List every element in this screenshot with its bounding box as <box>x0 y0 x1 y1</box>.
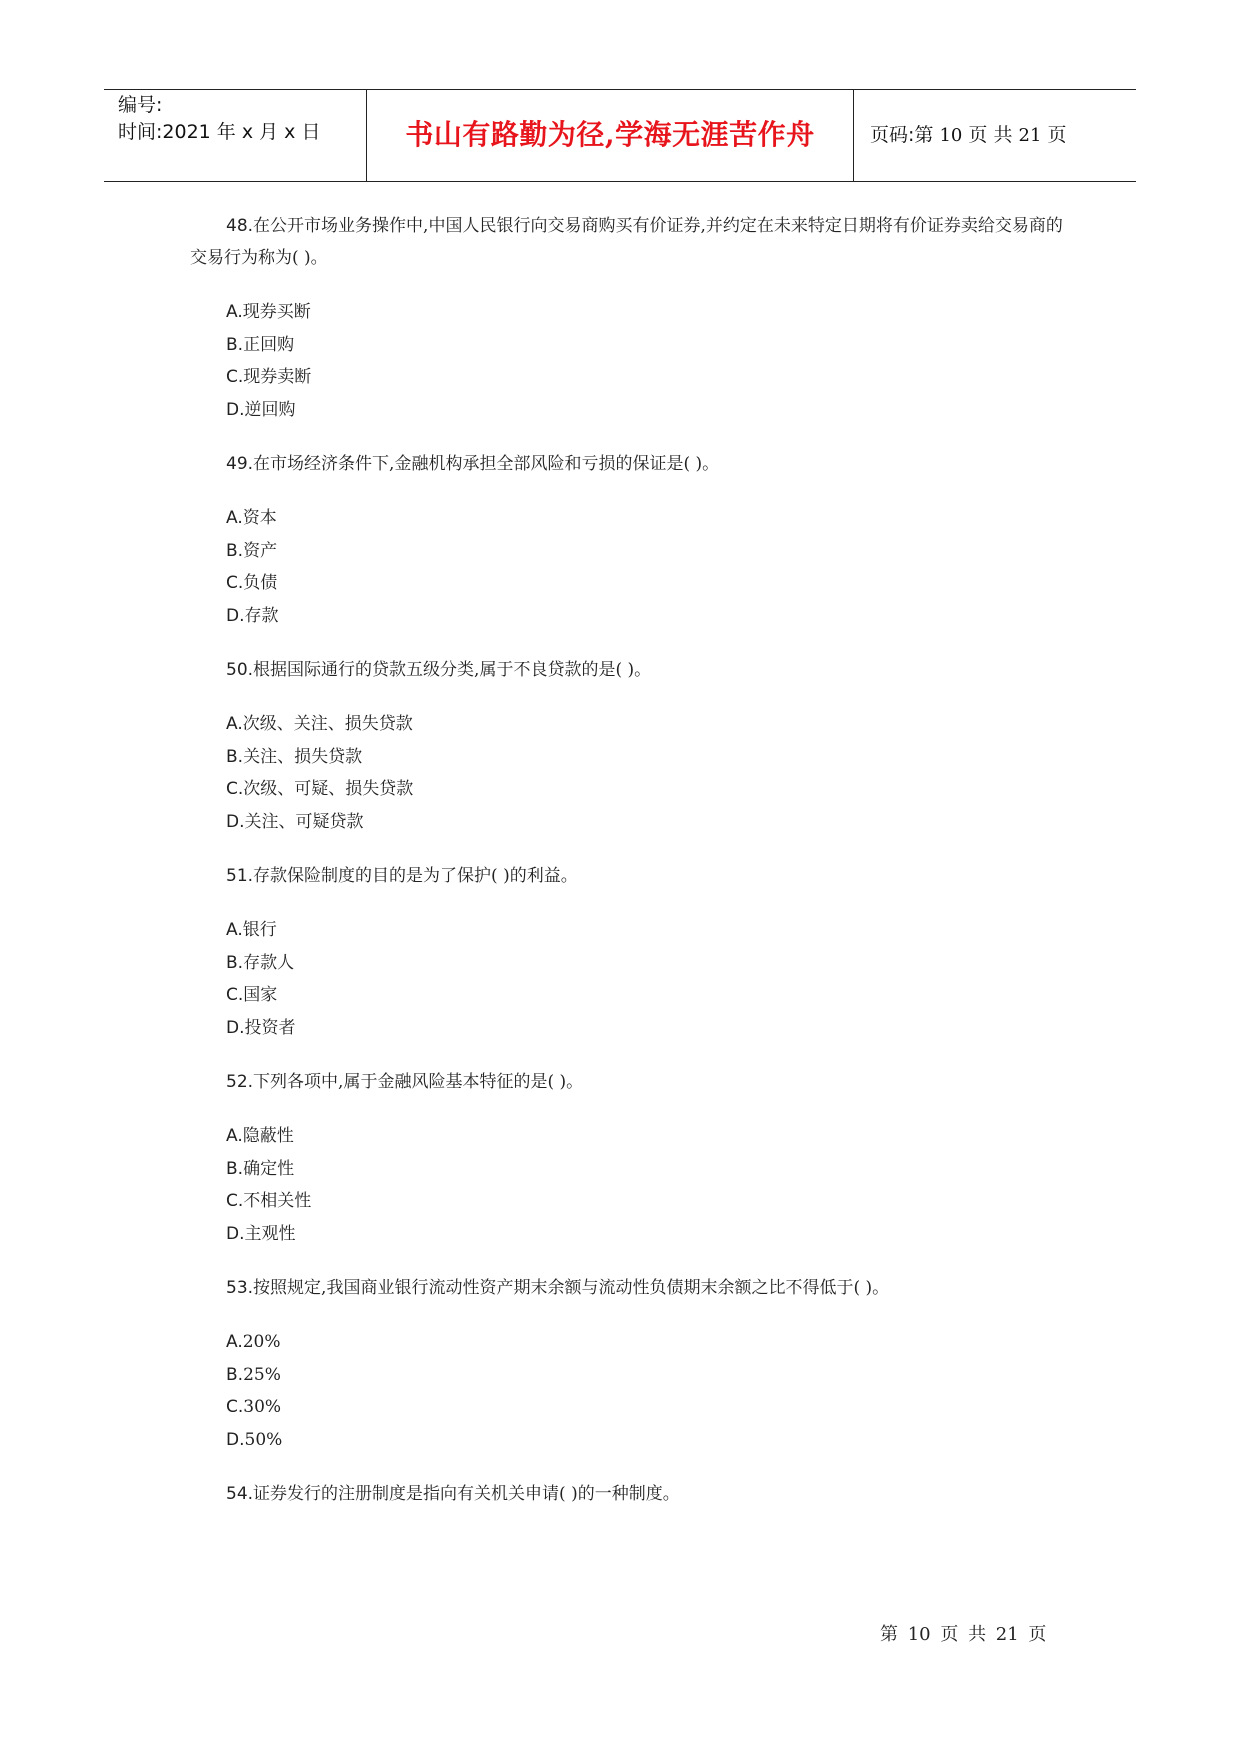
header-motto: 书山有路勤为径,学海无涯苦作舟 <box>405 118 815 151</box>
option-list <box>190 502 1070 632</box>
page-footer: 第 10 页 共 21 页 <box>880 1624 1047 1645</box>
option-item: A.银行 <box>226 920 277 940</box>
option-item: D.投资者 <box>226 1017 296 1038</box>
question-text: 48.在公开市场业务操作中,中国人民银行向交易商购买有价证券,并约定在未来特定日期将有价证券卖给交易商的交易行为称为( )。 <box>190 216 1063 268</box>
question-block <box>190 654 1070 838</box>
option-item: A.次级、关注、损失贷款 <box>226 714 413 734</box>
option-list <box>190 1326 1070 1456</box>
question-text: 51.存款保险制度的目的是为了保护( )的利益。 <box>226 866 578 886</box>
option-item: B.确定性 <box>226 1158 295 1179</box>
question-block <box>190 860 1070 1044</box>
option-item: C.不相关性 <box>226 1191 312 1211</box>
option-list <box>190 914 1070 1044</box>
question-text: 50.根据国际通行的贷款五级分类,属于不良贷款的是( )。 <box>226 660 652 680</box>
question-text: 53.按照规定,我国商业银行流动性资产期末余额与流动性负债期末余额之比不得低于( )。 <box>226 1278 890 1298</box>
option-item: D.50% <box>226 1429 283 1450</box>
option-item: C.30% <box>226 1397 282 1417</box>
page-label: 页码:第 <box>870 124 934 146</box>
option-item: D.逆回购 <box>226 399 296 420</box>
option-list <box>190 1120 1070 1250</box>
option-item: C.现券卖断 <box>226 367 312 387</box>
question-block <box>190 1272 1070 1456</box>
option-list <box>190 296 1070 426</box>
header-divider <box>853 90 854 181</box>
question-text: 52.下列各项中,属于金融风险基本特征的是( )。 <box>226 1072 584 1092</box>
option-list <box>190 708 1070 838</box>
header-divider <box>366 90 367 181</box>
page-mid: 页 共 <box>968 124 1013 146</box>
option-item: A.20% <box>226 1332 281 1352</box>
option-item: C.国家 <box>226 985 278 1005</box>
option-item: B.资产 <box>226 540 278 561</box>
document-time-label: 时间:2021 年 x 月 x 日 <box>118 121 321 143</box>
option-item: C.负债 <box>226 573 278 593</box>
option-item: B.正回购 <box>226 334 295 355</box>
question-text: 54.证券发行的注册制度是指向有关机关申请( )的一种制度。 <box>226 1484 680 1504</box>
option-item: D.关注、可疑贷款 <box>226 811 364 832</box>
page-header <box>104 89 1136 182</box>
page-end: 页 <box>1047 124 1067 146</box>
page-total: 21 <box>1018 125 1042 146</box>
question-block <box>190 448 1070 632</box>
header-meta <box>118 92 364 146</box>
question-block <box>190 1066 1070 1250</box>
header-page-indicator <box>870 90 1066 180</box>
option-item: B.存款人 <box>226 952 295 973</box>
question-block <box>190 210 1070 426</box>
question-text: 49.在市场经济条件下,金融机构承担全部风险和亏损的保证是( )。 <box>226 454 720 474</box>
document-number-label: 编号: <box>118 94 163 116</box>
question-list <box>190 210 1070 1510</box>
option-item: A.资本 <box>226 508 277 528</box>
option-item: B.25% <box>226 1364 281 1385</box>
option-item: D.存款 <box>226 605 279 626</box>
option-item: C.次级、可疑、损失贷款 <box>226 779 414 799</box>
option-item: B.关注、损失贷款 <box>226 746 363 767</box>
question-block <box>190 1478 1070 1510</box>
option-item: A.隐蔽性 <box>226 1126 294 1146</box>
page-current: 10 <box>939 125 963 146</box>
option-item: A.现券买断 <box>226 302 311 322</box>
option-item: D.主观性 <box>226 1223 296 1244</box>
